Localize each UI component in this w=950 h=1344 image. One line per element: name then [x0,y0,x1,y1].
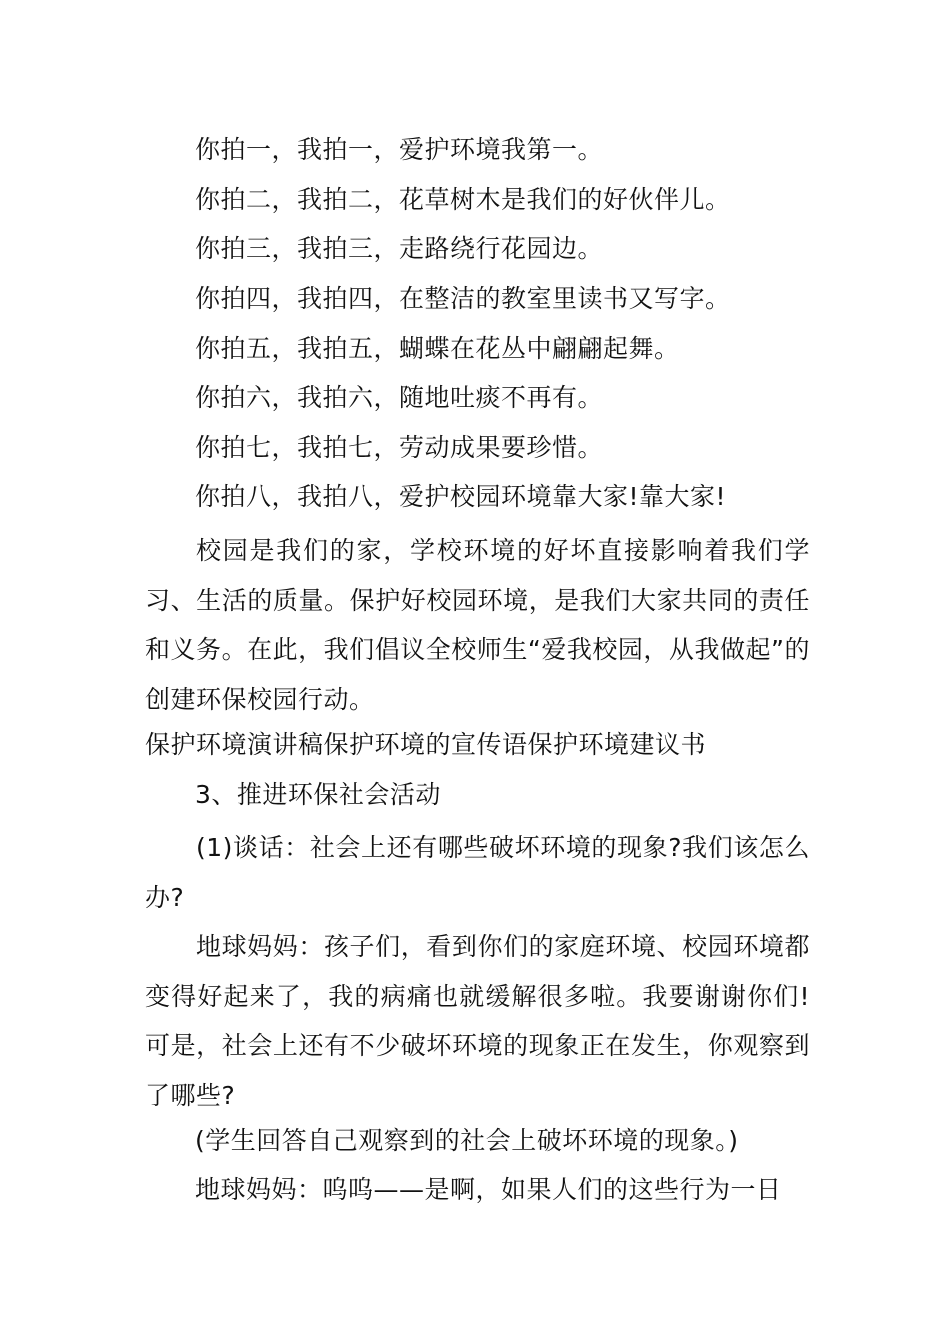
rhyme-line-4: 你拍四，我拍四，在整洁的教室里读书又写字。 [195,284,731,313]
student-answer-paragraph: (学生回答自己观察到的社会上破坏环境的现象。) [195,1126,739,1155]
campus-paragraph: 校园是我们的家，学校环境的好坏直接影响着我们学习、生活的质量。保护好校园环境，是我们大家共同的责任和义务。在此，我们倡议全校师生“爱我校园，从我做起”的创建环保校园行动。 [145,536,810,714]
earth-mother-paragraph-1: 地球妈妈：孩子们，看到你们的家庭环境、校园环境都变得好起来了，我的病痛也就缓解很多啦。我要谢谢你们!可是，社会上还有不少破坏环境的现象正在发生，你观察到了哪些? [145,932,810,1110]
rhyme-line-2: 你拍二，我拍二，花草树木是我们的好伙伴儿。 [195,185,731,214]
talk-paragraph: (1)谈话：社会上还有哪些破坏环境的现象?我们该怎么办? [145,833,810,912]
related-links-line: 保护环境演讲稿保护环境的宣传语保护环境建议书 [145,730,707,759]
rhyme-line-3: 你拍三，我拍三，走路绕行花园边。 [195,234,604,263]
rhyme-line-1: 你拍一，我拍一，爱护环境我第一。 [195,135,604,164]
earth-mother-paragraph-2: 地球妈妈：呜呜——是啊，如果人们的这些行为一日 [195,1175,782,1204]
rhyme-line-7: 你拍七，我拍七，劳动成果要珍惜。 [195,433,604,462]
rhyme-line-5: 你拍五，我拍五，蝴蝶在花丛中翩翩起舞。 [195,334,680,363]
rhyme-line-6: 你拍六，我拍六，随地吐痰不再有。 [195,383,604,412]
rhyme-line-8: 你拍八，我拍八，爱护校园环境靠大家!靠大家! [195,482,727,511]
section-heading: 3、推进环保社会活动 [195,780,441,809]
